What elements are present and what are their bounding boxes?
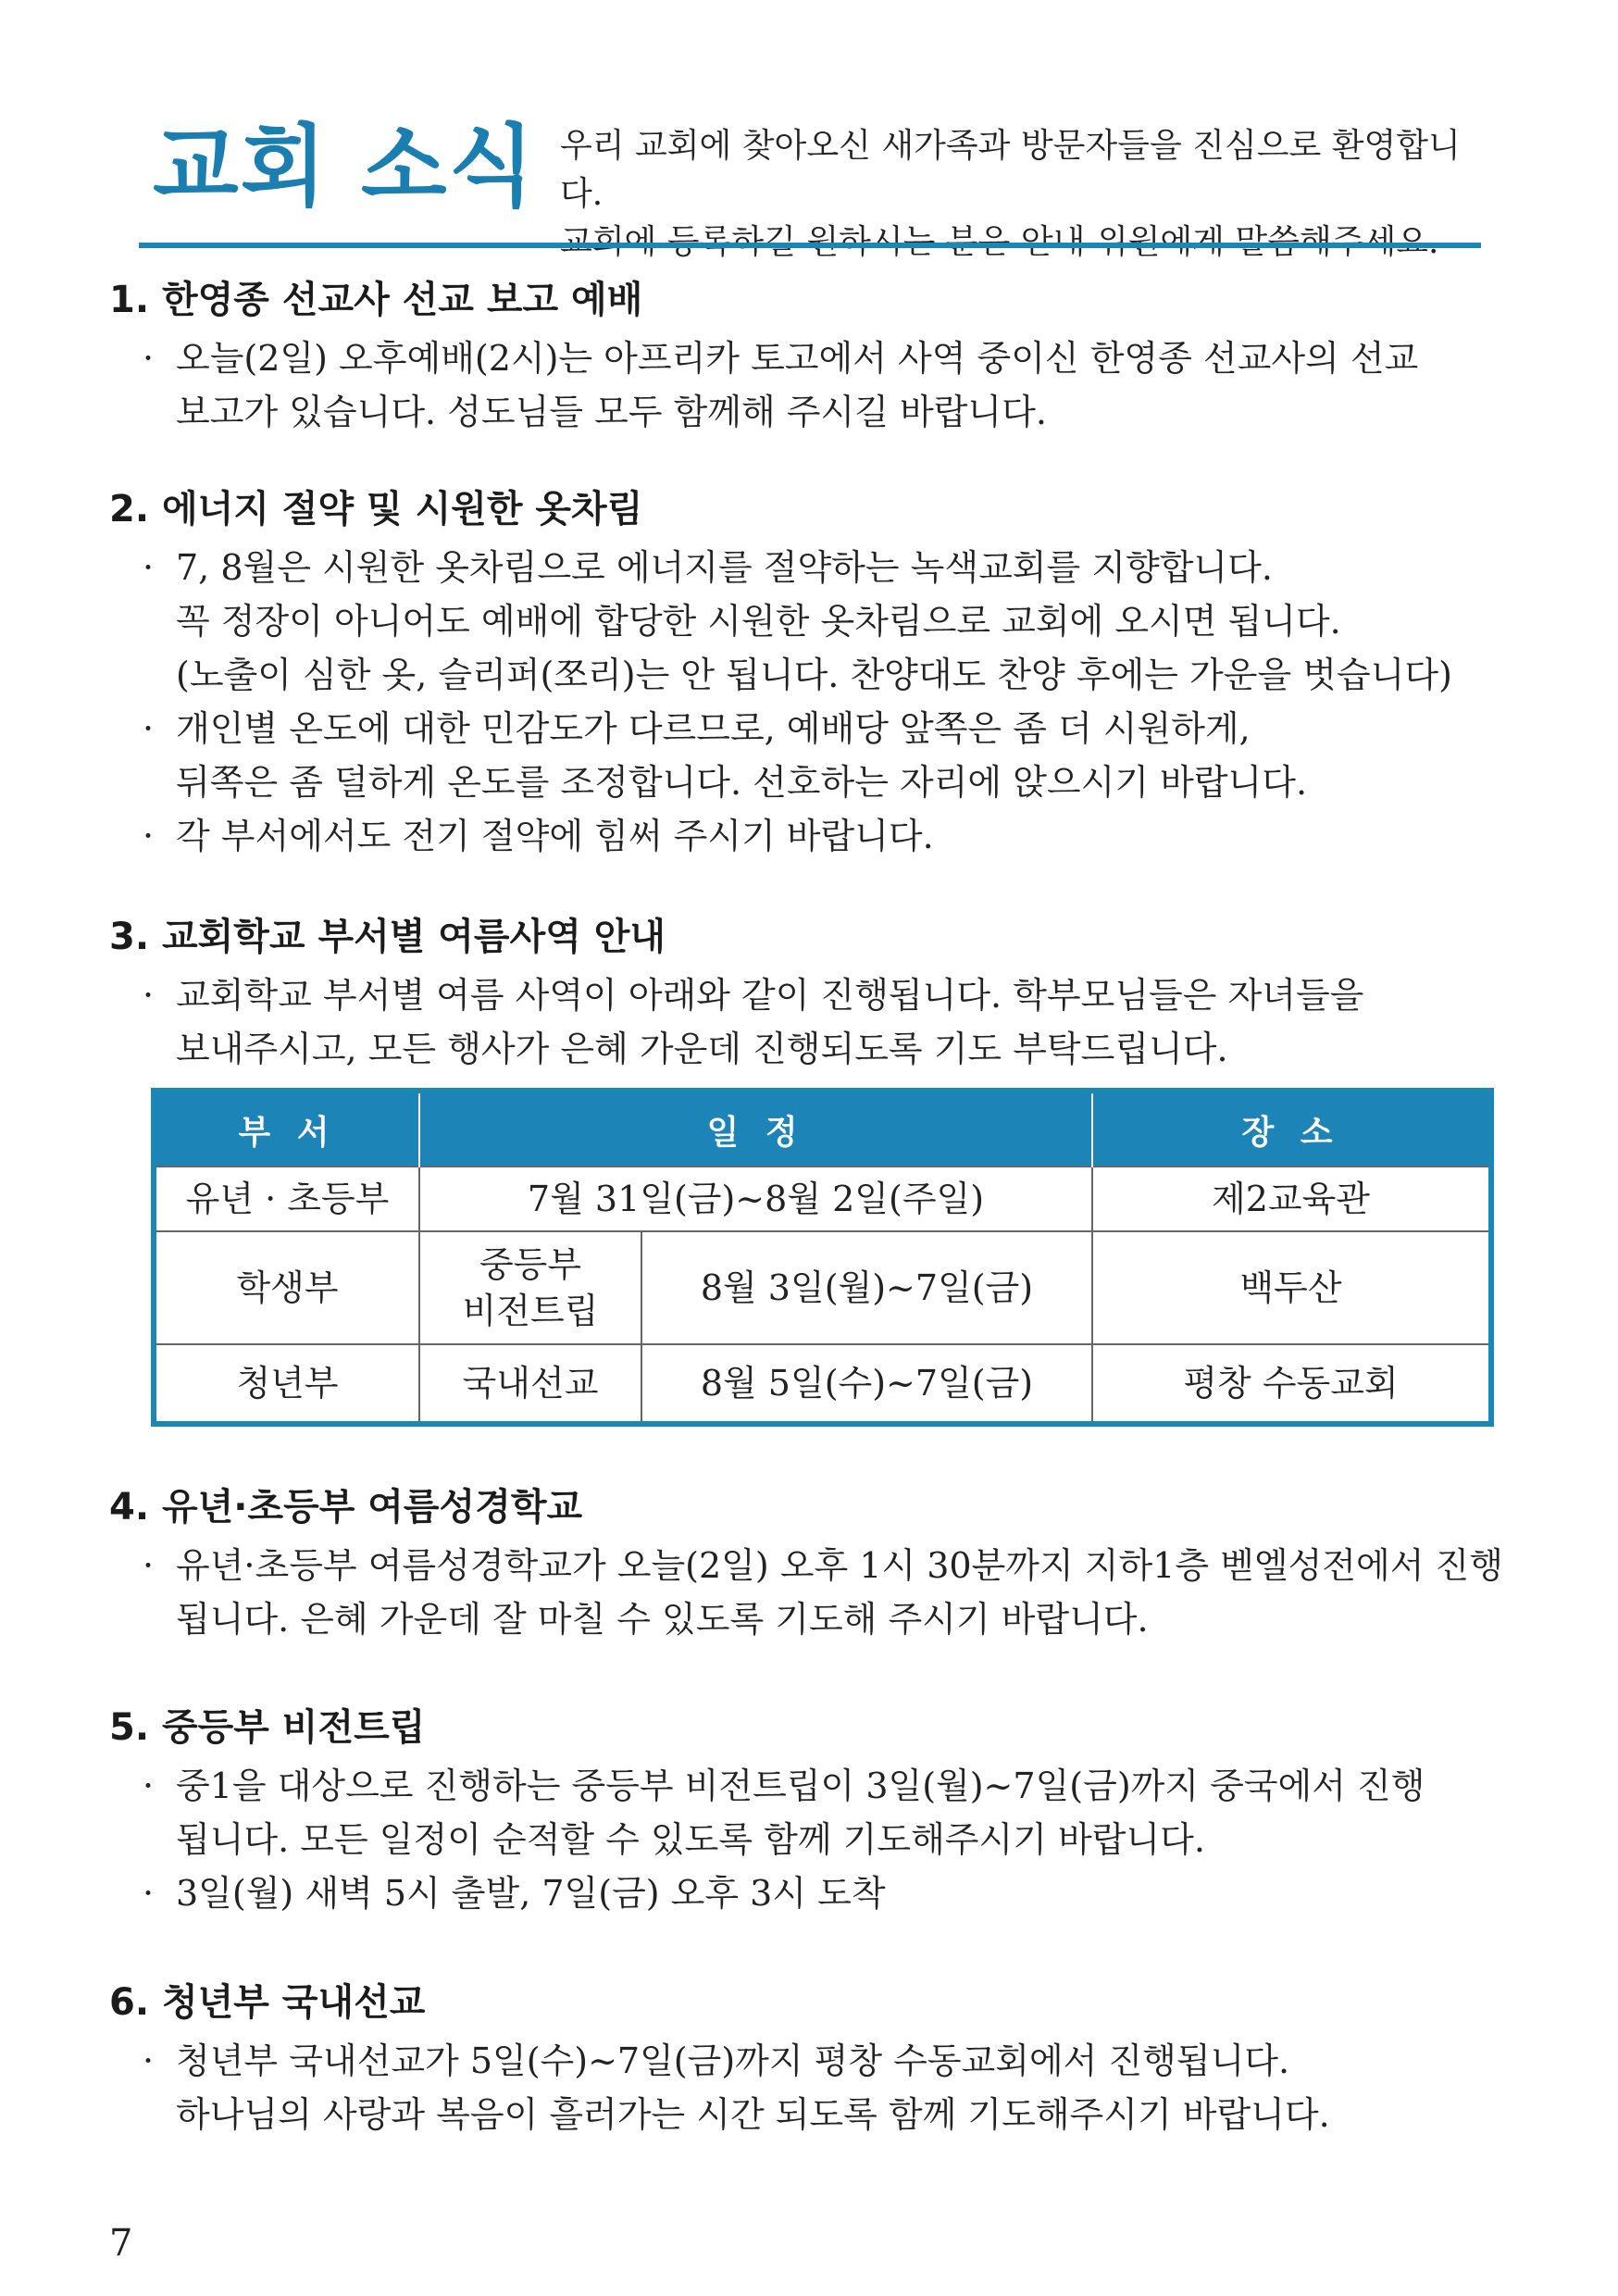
bullet-continuation: 하나님의 사랑과 복음이 흘러가는 시간 되도록 함께 기도해주시기 바랍니다. <box>176 2094 1330 2135</box>
cell-schedule: 8월 5일(수)~7일(금) <box>641 1344 1092 1424</box>
section-title: 5. 중등부 비전트립 <box>109 1706 426 1749</box>
bullet-text: 중1을 대상으로 진행하는 중등부 비전트립이 3일(월)~7일(금)까지 중국에서 진행 <box>176 1766 1425 1806</box>
bullet-dot: · <box>143 338 155 379</box>
bullet-item <box>109 2034 1516 2088</box>
cell-program: 국내선교 <box>419 1344 641 1424</box>
header-dept: 부 서 <box>154 1091 419 1167</box>
bulletin-header <box>143 111 1486 250</box>
section-energy-saving <box>109 483 1516 863</box>
cell-place: 백두산 <box>1092 1231 1491 1344</box>
section-vbs <box>109 1481 1516 1646</box>
cell-program <box>419 1231 641 1344</box>
section-title: 3. 교회학교 부서별 여름사역 안내 <box>109 916 666 958</box>
bullet-dot: · <box>143 975 155 1016</box>
bullet-continuation: 보내주시고, 모든 행사가 은혜 가운데 진행되도록 기도 부탁드립니다. <box>176 1029 1228 1069</box>
page-number: 7 <box>109 2222 133 2265</box>
bullet-item <box>109 1866 1516 1920</box>
section-title: 4. 유년·초등부 여름성경학교 <box>109 1486 583 1529</box>
bullet-item <box>109 968 1516 1022</box>
section-title: 2. 에너지 절약 및 시원한 옷차림 <box>109 488 643 530</box>
cell-place: 제2교육관 <box>1092 1167 1491 1231</box>
cell-schedule: 7월 31일(금)~8월 2일(주일) <box>419 1167 1092 1231</box>
bullet-text: 청년부 국내선교가 5일(수)~7일(금)까지 평창 수동교회에서 진행됩니다. <box>176 2040 1290 2081</box>
bullet-dot: · <box>143 816 155 856</box>
bullet-item <box>109 331 1516 385</box>
page-title: 교회 소식 <box>153 115 537 218</box>
bullet-item <box>109 1759 1516 1813</box>
bullet-dot: · <box>143 1873 155 1914</box>
section-missionary-report <box>109 274 1516 439</box>
bullet-dot: · <box>143 1545 155 1586</box>
bullet-text: 오늘(2일) 오후예배(2시)는 아프리카 토고에서 사역 중이신 한영종 선교사의 선교 <box>176 338 1419 379</box>
bullet-item <box>109 702 1516 755</box>
table-header-row <box>154 1091 1491 1167</box>
bullet-text: 개인별 온도에 대한 민감도가 다르므로, 예배당 앞쪽은 좀 더 시원하게, <box>176 708 1251 749</box>
bullet-continuation: 됩니다. 은혜 가운데 잘 마칠 수 있도록 기도해 주시기 바랍니다. <box>176 1599 1149 1640</box>
bullet-dot: · <box>143 547 155 588</box>
bullet-text: 유년·초등부 여름성경학교가 오늘(2일) 오후 1시 30분까지 지하1층 벧엘성전에서 진행 <box>176 1545 1503 1586</box>
table-row <box>154 1167 1491 1231</box>
cell-schedule: 8월 3일(월)~7일(금) <box>641 1231 1092 1344</box>
program-line: 중등부 <box>479 1244 582 1285</box>
bullet-dot: · <box>143 1766 155 1806</box>
cell-place: 평창 수동교회 <box>1092 1344 1491 1424</box>
section-youth-mission <box>109 1977 1516 2141</box>
bullet-continuation: 뒤쪽은 좀 덜하게 온도를 조정합니다. 선호하는 자리에 앉으시기 바랍니다. <box>176 762 1308 803</box>
bullet-dot: · <box>143 2040 155 2081</box>
header-divider <box>139 243 1481 248</box>
cell-dept: 유년 · 초등부 <box>154 1167 419 1231</box>
cell-dept: 청년부 <box>154 1344 419 1424</box>
bullet-continuation: 보고가 있습니다. 성도님들 모두 함께해 주시길 바랍니다. <box>176 392 1047 432</box>
intro-line: 우리 교회에 찾아오신 새가족과 방문자들을 진심으로 환영합니다. <box>560 127 1461 213</box>
cell-dept: 학생부 <box>154 1231 419 1344</box>
section-title: 6. 청년부 국내선교 <box>109 1981 426 2024</box>
section-vision-trip <box>109 1702 1516 1920</box>
bullet-text: 각 부서에서도 전기 절약에 힘써 주시기 바랍니다. <box>176 816 934 856</box>
summer-schedule-table <box>151 1088 1494 1427</box>
header-place: 장 소 <box>1092 1091 1491 1167</box>
bullet-text: 7, 8월은 시원한 옷차림으로 에너지를 절약하는 녹색교회를 지향합니다. <box>176 547 1273 588</box>
bullet-item <box>109 541 1516 594</box>
bullet-item <box>109 809 1516 863</box>
table-row <box>154 1344 1491 1424</box>
table-row <box>154 1231 1491 1344</box>
bullet-text: 교회학교 부서별 여름 사역이 아래와 같이 진행됩니다. 학부모님들은 자녀들을 <box>176 975 1364 1016</box>
bullet-continuation: 꼭 정장이 아니어도 예배에 합당한 시원한 옷차림으로 교회에 오시면 됩니다. <box>176 601 1341 642</box>
bullet-text: 3일(월) 새벽 5시 출발, 7일(금) 오후 3시 도착 <box>176 1873 886 1914</box>
section-summer-ministry <box>109 911 1516 1076</box>
bullet-continuation: 됩니다. 모든 일정이 순적할 수 있도록 함께 기도해주시기 바랍니다. <box>176 1819 1205 1860</box>
bullet-dot: · <box>143 708 155 749</box>
header-schedule: 일 정 <box>419 1091 1092 1167</box>
section-title: 1. 한영종 선교사 선교 보고 예배 <box>109 279 643 321</box>
program-line: 비전트립 <box>462 1291 599 1331</box>
bullet-item <box>109 1539 1516 1592</box>
bullet-continuation: (노출이 심한 옷, 슬리퍼(쪼리)는 안 됩니다. 찬양대도 찬양 후에는 가운을 벗습니다) <box>176 655 1452 695</box>
